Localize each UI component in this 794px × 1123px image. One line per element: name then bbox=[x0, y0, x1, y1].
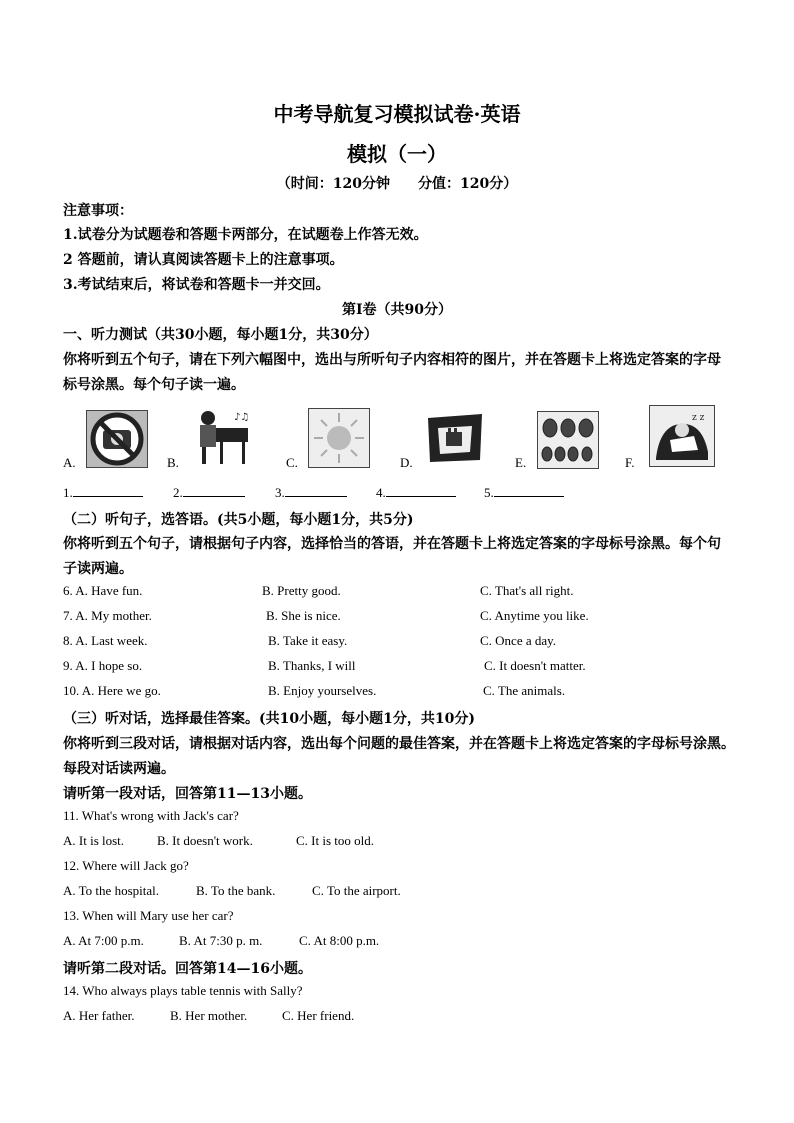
part2-heading: （二）听句子，选答语。(共5小题，每小题1分，共5分) bbox=[63, 512, 414, 528]
q12-option-a: A. To the hospital. bbox=[63, 883, 159, 898]
great-wall-icon bbox=[424, 408, 486, 466]
dialogue2-heading: 请听第二段对话。回答第14—16小题。 bbox=[63, 961, 312, 977]
picture-label-d: D. bbox=[400, 455, 413, 470]
answer-blank-4[interactable]: 4. bbox=[376, 484, 456, 501]
q6-option-c: C. That's all right. bbox=[480, 583, 574, 598]
q7-option-c: C. Anytime you like. bbox=[480, 608, 589, 623]
volume-heading: 第Ⅰ卷（共90分） bbox=[341, 302, 453, 318]
picture-label-e: E. bbox=[515, 455, 527, 470]
q12-option-b: B. To the bank. bbox=[196, 883, 276, 898]
picture-label-c: C. bbox=[286, 455, 298, 470]
q10-option-b: B. Enjoy yourselves. bbox=[268, 683, 377, 698]
time-info: （时间：120分钟 分值：120分） bbox=[276, 176, 518, 192]
svg-text:z z: z z bbox=[692, 413, 705, 423]
exam-title: 中考导航复习模拟试卷·英语 bbox=[273, 102, 521, 126]
answer-blank-3[interactable]: 3. bbox=[275, 484, 347, 501]
notice-item-2: 2 答题前，请认真阅读答题卡上的注意事项。 bbox=[63, 252, 344, 268]
q13-text: 13. When will Mary use her car? bbox=[63, 908, 234, 923]
q9-option-a: 9. A. I hope so. bbox=[63, 658, 143, 673]
piano-player-icon bbox=[190, 406, 252, 468]
q11-option-c: C. It is too old. bbox=[296, 833, 375, 848]
part1-heading: 一、听力测试（共30小题，每小题1分，共30分） bbox=[63, 327, 378, 343]
exam-subtitle: 模拟（一） bbox=[347, 142, 447, 166]
picture-label-b: B. bbox=[167, 455, 179, 470]
sun-icon bbox=[308, 408, 370, 468]
q13-option-c: C. At 8:00 p.m. bbox=[299, 933, 380, 948]
q14-option-a: A. Her father. bbox=[63, 1008, 135, 1023]
coins-icon bbox=[537, 411, 599, 469]
q8-option-c: C. Once a day. bbox=[480, 633, 557, 648]
part3-heading: （三）听对话，选择最佳答案。(共10小题，每小题1分，共10分) bbox=[63, 711, 475, 727]
q13-option-b: B. At 7:30 p. m. bbox=[179, 933, 263, 948]
q14-text: 14. Who always plays table tennis with Sally? bbox=[63, 983, 303, 998]
notice-heading: 注意事项： bbox=[63, 203, 133, 219]
q10-option-a: 10. A. Here we go. bbox=[63, 683, 161, 698]
q8-option-a: 8. A. Last week. bbox=[63, 633, 148, 648]
q10-option-c: C. The animals. bbox=[483, 683, 566, 698]
q6-option-b: B. Pretty good. bbox=[262, 583, 341, 598]
q7-option-a: 7. A. My mother. bbox=[63, 608, 152, 623]
part1-instruction-2: 标号涂黑。每个句子读一遍。 bbox=[63, 377, 245, 393]
dialogue1-heading: 请听第一段对话，回答第11—13小题。 bbox=[63, 786, 312, 802]
answer-blank-5[interactable]: 5. bbox=[484, 484, 564, 501]
q12-option-c: C. To the airport. bbox=[312, 883, 401, 898]
q8-option-b: B. Take it easy. bbox=[268, 633, 348, 648]
q11-option-b: B. It doesn't work. bbox=[157, 833, 253, 848]
notice-item-1: 1.试卷分为试题卷和答题卡两部分，在试题卷上作答无效。 bbox=[63, 227, 428, 243]
part3-instruction-1: 你将听到三段对话，请根据对话内容，选出每个问题的最佳答案，并在答题卡上将选定答案的字母标号涂黑。 bbox=[63, 736, 735, 752]
notice-item-3: 3.考试结束后，将试卷和答题卡一并交回。 bbox=[63, 277, 330, 293]
q14-option-c: C. Her friend. bbox=[282, 1008, 355, 1023]
answer-blank-1[interactable]: 1. bbox=[63, 484, 143, 501]
part2-instruction-2: 子读两遍。 bbox=[63, 561, 133, 577]
q9-option-c: C. It doesn't matter. bbox=[484, 658, 586, 673]
q7-option-b: B. She is nice. bbox=[266, 608, 341, 623]
picture-label-a: A. bbox=[63, 455, 76, 470]
part1-instruction-1: 你将听到五个句子，请在下列六幅图中，选出与所听句子内容相符的图片，并在答题卡上将选定答案的字母 bbox=[63, 352, 721, 368]
q6-option-a: 6. A. Have fun. bbox=[63, 583, 143, 598]
part2-instruction-1: 你将听到五个句子，请根据句子内容，选择恰当的答语，并在答题卡上将选定答案的字母标号涂黑。每个句 bbox=[63, 536, 721, 552]
q11-text: 11. What's wrong with Jack's car? bbox=[63, 808, 239, 823]
q9-option-b: B. Thanks, I will bbox=[268, 658, 356, 673]
q13-option-a: A. At 7:00 p.m. bbox=[63, 933, 144, 948]
q11-option-a: A. It is lost. bbox=[63, 833, 125, 848]
q14-option-b: B. Her mother. bbox=[170, 1008, 248, 1023]
picture-label-f: F. bbox=[625, 455, 635, 470]
svg-text:♪♫: ♪♫ bbox=[234, 412, 250, 423]
q12-text: 12. Where will Jack go? bbox=[63, 858, 189, 873]
sleeping-person-icon bbox=[649, 405, 715, 467]
no-camera-icon bbox=[86, 410, 148, 468]
part3-instruction-2: 每段对话读两遍。 bbox=[63, 761, 175, 777]
answer-blank-2[interactable]: 2. bbox=[173, 484, 245, 501]
